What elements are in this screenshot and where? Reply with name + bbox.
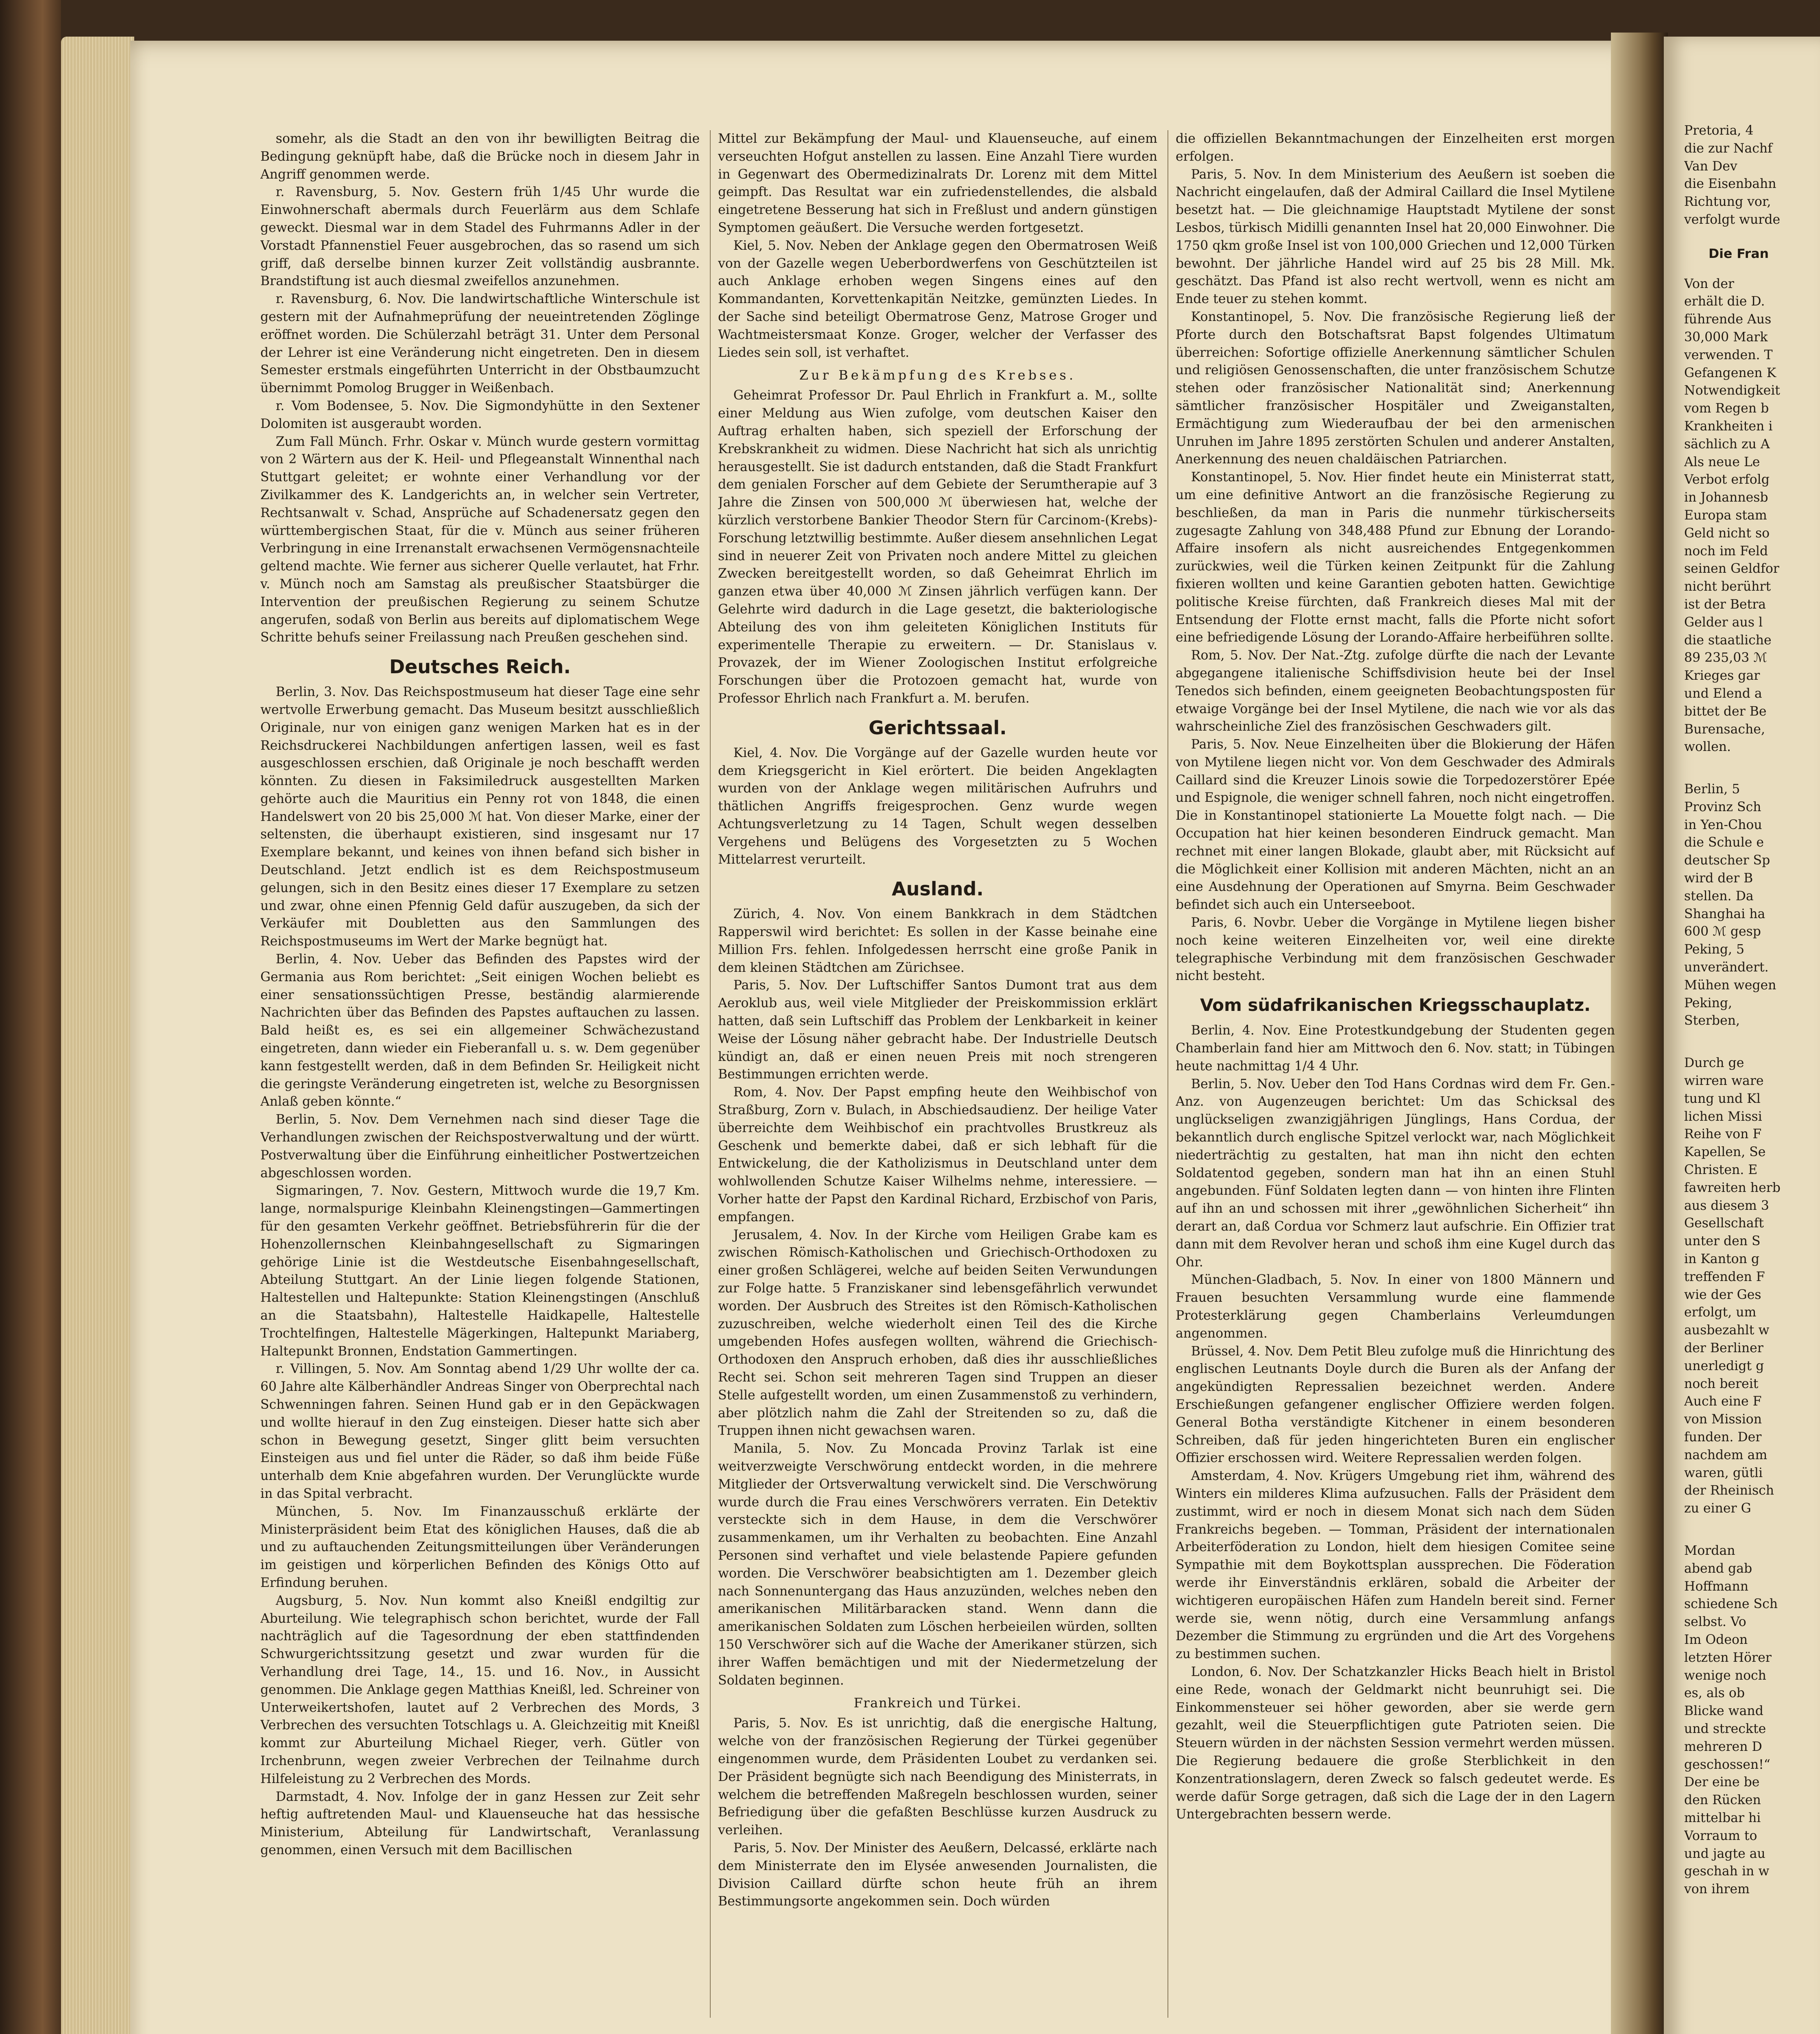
fragment-line: seinen Geldfor	[1684, 561, 1779, 576]
fragment-line: erfolgt, um	[1684, 1305, 1757, 1320]
fragment-line: nachdem am	[1684, 1447, 1768, 1462]
fragment-line: ist der Betra	[1684, 597, 1766, 612]
article-paragraph: Berlin, 4. Nov. Eine Protestkundgebung der Studenten gegen Chamberlain fand hier am Mittwoch den 6. Nov. statt; in Tübingen heute nachmittag 1/4 4 Uhr.	[1176, 1023, 1615, 1074]
article-paragraph: Kiel, 5. Nov. Neben der Anklage gegen den Obermatrosen Weiß von der Gazelle wegen Ueberbordwerfens von Geschützteilen ist auch Anklage erhoben wegen Singens eines auf den Kommandanten, Korvettenkapitän Neitzke, gemünzten Liedes. In der Sache sind beteiligt Obermatrose Genz, Matrose Groger und Wachtmeistersmaat Konze. Groger, welcher der Verfasser des Liedes sein soll, ist verhaftet.	[718, 238, 1157, 360]
article-paragraph: Paris, 5. Nov. Neue Einzelheiten über die Blokierung der Häfen von Mytilene liegen nicht vor. Von dem Geschwader des Admirals Caillard sind die Kreuzer Linois sowie die Torpedozerstörer Epée und Espignole, die weniger schnell fahren, noch nicht eingetroffen. Die in Konstantinopel stationierte La Mouette folgt nach. — Die Occupation hat hier keinen besonderen Eindruck gemacht. Man rechnet mit einer langen Blokade, glaubt aber, mit Rücksicht auf die Möglichkeit einer Kollision mit anderen Mächten, nicht an an eine Ausdehnung der Operationen auf Smyrna. Beim Geschwader befindet sich auch ein Unterseeboot.	[1176, 737, 1615, 912]
section-heading: Deutsches Reich.	[389, 656, 571, 678]
article-paragraph: Jerusalem, 4. Nov. In der Kirche vom Heiligen Grabe kam es zwischen Römisch-Katholischen und Griechisch-Orthodoxen zu einer großen Schlägerei, welche auf beiden Seiten Verwundungen zur Folge hatte. 5 Franziskaner sind lebensgefährlich verwundet worden. Der Ausbruch des Streites ist den Römisch-Katholischen zuzuschreiben, welche wiederholt einen Teil des die Kirche umgebenden Hofes ausfegen wollten, während die Griechisch-Orthodoxen den Anspruch erhoben, daß dies ihr ausschließliches Recht sei. Schon seit mehreren Tagen sind Truppen an dieser Stelle aufgestellt worden, um einen Zusammenstoß zu verhindern, aber plötzlich nahm die Zahl der Streitenden so zu, daß die Truppen ihnen nicht gewachsen waren.	[718, 1227, 1157, 1438]
article-paragraph: München-Gladbach, 5. Nov. In einer von 1800 Männern und Frauen besuchten Versammlung wurde eine flammende Protesterklärung gegen Chamberlains Verleumdungen angenommen.	[1176, 1272, 1615, 1341]
column-3	[1176, 130, 1615, 2026]
fragment-line: Als neue Le	[1684, 454, 1760, 469]
fragment-line: Auch eine F	[1684, 1394, 1762, 1409]
fragment-line: in Yen-Chou	[1684, 817, 1762, 832]
fragment-line: letzten Hörer	[1684, 1650, 1772, 1665]
fragment-line: ausbezahlt w	[1684, 1323, 1770, 1338]
fragment-line: Mühen wegen	[1684, 978, 1776, 993]
fragment-heading: Die Fran	[1709, 246, 1769, 261]
fragment-line: abend gab	[1684, 1561, 1752, 1576]
fragment-line: schiedene Sch	[1684, 1597, 1778, 1612]
fragment-line: Blicke wand	[1684, 1704, 1763, 1719]
fragment-line: zu einer G	[1684, 1501, 1751, 1516]
spacer	[1684, 756, 1818, 781]
fragment-line: noch bereit	[1684, 1376, 1759, 1391]
fragment-line: Berlin, 5	[1684, 782, 1740, 797]
fragment-line: es, als ob	[1684, 1686, 1745, 1701]
fragment-line: Shanghai ha	[1684, 906, 1765, 921]
fragment-line: in Johannesb	[1684, 490, 1768, 505]
fragment-line: Gelder aus l	[1684, 615, 1763, 630]
fragment-line: geschossen!“	[1684, 1757, 1770, 1772]
article-paragraph: Berlin, 5. Nov. Dem Vernehmen nach sind dieser Tage die Verhandlungen zwischen der Reichspostverwaltung und der württ. Postverwaltung über die Einführung einheitlicher Postwertzeichen abgeschlossen worden.	[260, 1112, 700, 1181]
fragment-line: führende Aus	[1684, 312, 1772, 327]
fragment-line: Krieges gar	[1684, 668, 1760, 683]
article-paragraph: Mittel zur Bekämpfung der Maul- und Klauenseuche, auf einem verseuchten Hofgut anstellen zu lassen. Eine Anzahl Tiere wurden in Gegenwart des Obermedizinalrats Dr. Lorenz mit dem Mittel geimpft. Das Resultat war ein zufriedenstellendes, die alsbald eingetretene Besserung hat sich in Freßlust und andern günstigen Symptomen geäußert. Die Versuche werden fortgesetzt.	[718, 131, 1157, 235]
article-paragraph: Geheimrat Professor Dr. Paul Ehrlich in Frankfurt a. M., sollte einer Meldung aus Wien zufolge, vom deutschen Kaiser den Auftrag erhalten haben, sich speziell der Erforschung der Krebskrankheit zu widmen. Diese Nachricht hat sich als unrichtig herausgestellt. Sie ist dadurch entstanden, daß die Stadt Frankfurt dem genialen Forscher auf dem Gebiete der Serumtherapie auf 3 Jahre die Zinsen von 500,000 ℳ überwiesen hat, welche der kürzlich verstorbene Bankier Theodor Stern für Carcinom-(Krebs)-Forschung letztwillig bestimmte. Außer diesem ansehnlichen Legat sind in neuerer Zeit von Privaten noch andere Mittel zu gleichen Zwecken bereitgestellt worden, so daß Geheimrat Ehrlich im ganzen etwa über 40,000 ℳ Zinsen jährlich verfügen kann. Der Gelehrte wird dadurch in die Lage gesetzt, die bakteriologische Abteilung des von ihm geleiteten Königlichen Instituts für experimentelle Therapie zu erweitern. — Dr. Stanislaus v. Provazek, der im Wiener Zoologischen Institut erfolgreiche Forschungen über die Protozoen gemacht hat, wurde von Professor Ehrlich nach Frankfurt a. M. berufen.	[718, 388, 1157, 706]
fragment-line: Sterben,	[1684, 1013, 1740, 1028]
fragment-line: tung und Kl	[1684, 1091, 1761, 1106]
fragment-line: die Schule e	[1684, 835, 1764, 850]
fragment-line: vom Regen b	[1684, 401, 1769, 416]
fragment-line: unverändert.	[1684, 960, 1769, 975]
article-paragraph: die offiziellen Bekanntmachungen der Einzelheiten erst morgen erfolgen.	[1176, 131, 1615, 164]
article-paragraph: Zum Fall Münch. Frhr. Oskar v. Münch wurde gestern vormittag von 2 Wärtern aus der K. Heil- und Pflegeanstalt Winnenthal nach Stuttgart geleitet; er wohnte einer Verhandlung vor der Zivilkammer des K. Landgerichts an, in welcher sein Vertreter, Rechtsanwalt v. Schad, Ansprüche auf Schadenersatz gegen den württembergischen Staat, für die v. Münch aus seiner früheren Verbringung in eine Irrenanstalt erwachsenen Vermögensnachteile geltend machte. Wie ferner aus sicherer Quelle verlautet, hat Frhr. v. Münch noch am Samstag als preußischer Staatsbürger die Intervention der preußischen Regierung zu seinem Schutze angerufen, sodaß von Berlin aus bereits auf diplomatischem Wege Schritte behufs seiner Freilassung nach Preußen geschehen sind.	[260, 434, 700, 645]
section-heading: Gerichtssaal.	[869, 716, 1007, 739]
fragment-line: von ihrem	[1684, 1882, 1750, 1897]
fragment-line: in Kanton g	[1684, 1252, 1760, 1267]
fragment-line: geschah in w	[1684, 1864, 1770, 1879]
fragment-line: wie der Ges	[1684, 1287, 1761, 1302]
fragment-line: Verbot erfolg	[1684, 472, 1770, 487]
fragment-line: wirren ware	[1684, 1074, 1764, 1089]
fragment-line: und Elend a	[1684, 686, 1762, 701]
fragment-line: waren, gütli	[1684, 1465, 1763, 1480]
article-paragraph: Paris, 5. Nov. Der Luftschiffer Santos Dumont trat aus dem Aeroklub aus, weil viele Mitglieder der Preiskommission erklärt hatten, daß sein Luftschiff das Problem der Lenkbarkeit in keiner Weise der Lösung näher gebracht habe. Der Industrielle Deutsch kündigt an, daß er einen neuen Preis mit noch strengeren Bestimmungen errichten werde.	[718, 978, 1157, 1082]
fragment-line: verfolgt wurde	[1684, 212, 1781, 227]
article-paragraph: Augsburg, 5. Nov. Nun kommt also Kneißl endgiltig zur Aburteilung. Wie telegraphisch schon berichtet, wurde der Fall nachträglich auf die Tagesordnung der eben stattfindenden Schwurgerichtssitzung gesetzt und zwar wurden für die Verhandlung drei Tage, 14., 15. und 16. Nov., in Aussicht genommen. Die Anklage gegen Matthias Kneißl, led. Schreiner von Unterweikertshofen, lautet auf 2 Verbrechen des Mords, 3 Verbrechen des versuchten Totschlags u. A. Gleichzeitig mit Kneißl kommt zur Aburteilung Michael Rieger, verh. Gütler von Irchenbrunn, wegen zweier Verbrechen der Teilnahme durch Hilfeleistung zu 2 Verbrechen des Mords.	[260, 1593, 700, 1786]
fragment-line: verwenden. T	[1684, 347, 1773, 362]
spacer	[1684, 1518, 1818, 1542]
fragment-line: Gefangenen K	[1684, 365, 1776, 380]
article-paragraph: Berlin, 5. Nov. Ueber den Tod Hans Cordnas wird dem Fr. Gen.-Anz. von Augenzeugen berichtet: Um das Schicksal des unglückseligen zwanzigjährigen Jünglings, Hans Cordua, der bekanntlich durch englische Spitzel verlockt war, nach Möglichkeit niederträchtig zu gestalten, hat man ihn nicht den echten Soldatentod gegeben, sondern man hat ihn an einen Stuhl angebunden. Fünf Soldaten legten dann — von hinten ihre Flinten auf ihn an und schossen mit ihrer „gewöhnlichen Sicherheit“ ihn derart an, daß Cordua vor Schmerz laut aufschrie. Ein Offizier trat dann mit dem Revolver heran und schoß ihm eine Kugel durch das Ohr.	[1176, 1076, 1615, 1270]
fragment-line: mehreren D	[1684, 1739, 1762, 1754]
article-paragraph: Berlin, 4. Nov. Ueber das Befinden des Papstes wird der Germania aus Rom berichtet: „Seit einigen Wochen beliebt es einer sensationssüchtigen Presse, beständig alarmierende Nachrichten über das Befinden des Papstes auftauchen zu lassen. Bald heißt es, es sei ein allgemeiner Schwächezustand eingetreten, dann wieder ein Fieberanfall u. s. w. Dem gegenüber kann festgestellt werden, daß in dem Befinden Sr. Heiligkeit nicht die geringste Veränderung eingetreten ist, welche zu Besorgnissen Anlaß geben könnte.“	[260, 952, 700, 1109]
fragment-line: Der eine be	[1684, 1775, 1760, 1790]
column-rule-1	[710, 130, 711, 2018]
column-2	[718, 130, 1157, 2026]
fragment-line: 89 235,03 ℳ	[1684, 650, 1768, 666]
fragment-line: lichen Missi	[1684, 1109, 1762, 1124]
spacer	[1684, 1030, 1818, 1054]
fragment-line: von Mission	[1684, 1412, 1762, 1427]
fragment-line: Vorraum to	[1684, 1828, 1757, 1843]
article-paragraph: Amsterdam, 4. Nov. Krügers Umgebung riet ihm, während des Winters ein milderes Klima aufzusuchen. Falls der Präsident dem zustimmt, wird er noch in diesem Monat sich nach dem Süden Frankreichs begeben. — Tomman, Präsident der internationalen Arbeiterföderation zu London, hielt dem hiesigen Comitee seine Sympathie mit dem Boykottsplan aussprechen. Die Föderation werde ihr Einverständnis erklären, sobald die Arbeiter der wichtigeren europäischen Häfen zum Handeln bereit sind. Ferner werde sie, wenn nötig, durch eine Versammlung anfangs Dezember die Stimmung zu ergründen und die Art des Vorgehens zu bestimmen suchen.	[1176, 1469, 1615, 1662]
article-paragraph: somehr, als die Stadt an den von ihr bewilligten Beitrag die Bedingung geknüpft habe, daß die Brücke noch in diesem Jahr in Angriff genommen werde.	[260, 131, 700, 182]
article-paragraph: Darmstadt, 4. Nov. Infolge der in ganz Hessen zur Zeit sehr heftig auftretenden Maul- und Klauenseuche hat das hessische Ministerium, Abteilung für Landwirtschaft, Veranlassung genommen, einen Versuch mit dem Bacillischen	[260, 1789, 700, 1857]
article-paragraph: Paris, 5. Nov. Es ist unrichtig, daß die energische Haltung, welche von der französischen Regierung der Türkei gegenüber eingenommen wurde, dem Präsidenten Loubet zu verdanken sei. Der Präsident begnügte sich nach Beendigung des Ministerrats, in welchem die betreffenden Maßregeln beschlossen wurden, seiner Befriedigung über die gefaßten Beschlüsse kurzen Ausdruck zu verleihen.	[718, 1716, 1157, 1838]
fragment-line: 30,000 Mark	[1684, 330, 1768, 345]
fragment-line: wird der B	[1684, 871, 1753, 886]
fragment-line: Pretoria, 4	[1684, 123, 1754, 138]
article-paragraph: Konstantinopel, 5. Nov. Hier findet heute ein Ministerrat statt, um eine definitive Antwort an die französische Regierung zu beschließen, da man in Paris die nunmehr türkischerseits zugesagte Zahlung von 348,488 Pfund zur Ebnung der Lorando-Affaire insofern als nicht ausreichendes Entgegenkommen zurückwies, weil die Türken keinen Zeitpunkt für die Zahlung fixieren wollten und keine Garantien geboten hatten. Gewichtige politische Kreise fürchten, daß Frankreich dieses Mal mit der Entsendung der Flotte ernst macht, falls die Pforte nicht sofort eine befriedigende Lösung der Lorando-Affaire herbeiführen sollte.	[1176, 470, 1615, 645]
fragment-line: Im Odeon	[1684, 1632, 1748, 1647]
article-paragraph: Paris, 6. Novbr. Ueber die Vorgänge in Mytilene liegen bisher noch keine weiteren Einzelheiten vor, weil eine direkte telegraphische Verbindung mit dem französischen Geschwader nicht besteht.	[1176, 915, 1615, 984]
fragment-line: Provinz Sch	[1684, 799, 1761, 814]
fragment-line: der Berliner	[1684, 1341, 1763, 1355]
fragment-line: deutscher Sp	[1684, 853, 1770, 868]
article-paragraph: Rom, 5. Nov. Der Nat.-Ztg. zufolge dürfte die nach der Levante abgegangene italienische Schiffsdivision heute bei der Insel Tenedos sich befinden, einem geeigneten Beobachtungsposten für etwaige Vorgänge bei der Insel Mytilene, die nach wie vor als das wahrscheinliche Ziel des französischen Geschwaders gilt.	[1176, 648, 1615, 734]
article-paragraph: Kiel, 4. Nov. Die Vorgänge auf der Gazelle wurden heute vor dem Kriegsgericht in Kiel erörtert. Die beiden Angeklagten wurden von der Anklage wegen militärischen Aufruhrs und thätlichen Angriffs freigesprochen. Genz wurde wegen Achtungsverletzung zu 14 Tagen, Schult wegen desselben Vergehens und Belügens des Vorgesetzten zu 5 Wochen Mittelarrest verurteilt.	[718, 745, 1157, 867]
sub-heading: Frankreich und Türkei.	[853, 1695, 1022, 1711]
fragment-line: die Eisenbahn	[1684, 177, 1776, 192]
book-gutter	[1611, 33, 1668, 2034]
fragment-line: Europa stam	[1684, 508, 1767, 523]
fragment-line: Reihe von F	[1684, 1127, 1762, 1142]
article-paragraph: Manila, 5. Nov. Zu Moncada Provinz Tarlak ist eine weitverzweigte Verschwörung entdeckt worden, in die mehrere Mitglieder der Ortsverwaltung verwickelt sind. Die Verschwörung wurde durch die Frau eines Verschwörers verraten. Ein Detektiv versteckte sich in dem Hause, in dem die Verschwörer zusammenkamen, um ihr Verhalten zu beobachten. Eine Anzahl Personen sind verhaftet und viele belastende Papiere gefunden worden. Die Verschwörer beabsichtigten am 1. Dezember gleich nach Sonnenuntergang das Haus anzuzünden, welches neben den amerikanischen Militärbaracken stand. Wenn dann die amerikanischen Soldaten zum Löschen herbeieilen würden, sollten 150 Verschwörer sich auf die Wache der Amerikaner stürzen, sich ihrer Waffen bemächtigen und mit der Niedermetzelung der Soldaten beginnen.	[718, 1441, 1157, 1688]
fragment-line: die staatliche	[1684, 633, 1772, 648]
fragment-line: noch im Feld	[1684, 543, 1768, 559]
fragment-line: sächlich zu A	[1684, 436, 1770, 452]
article-paragraph: Paris, 5. Nov. In dem Ministerium des Aeußern ist soeben die Nachricht eingelaufen, daß der Admiral Caillard die Insel Mytilene besetzt hat. — Die gleichnamige Hauptstadt Mytilene der sonst Lesbos, türkisch Midilli genannten Insel hat 20,000 Einwohner. Die 1750 qkm große Insel ist von 100,000 Griechen und 12,000 Türken bewohnt. Der jährliche Handel wird auf 25 bis 28 Mill. Mk. geschätzt. Das Pfand ist also recht wertvoll, wenn es nicht am Ende teuer zu stehen kommt.	[1176, 167, 1615, 307]
fragment-line: Peking,	[1684, 995, 1733, 1010]
facing-page-column-fragment	[1684, 122, 1818, 2034]
fragment-line: unerledigt g	[1684, 1358, 1764, 1373]
fragment-line: nicht berührt	[1684, 579, 1771, 594]
fragment-line: 600 ℳ gesp	[1684, 924, 1761, 939]
sub-heading: Zur Bekämpfung des Krebses.	[799, 367, 1076, 383]
column-1	[260, 130, 700, 2026]
article-paragraph: Paris, 5. Nov. Der Minister des Aeußern, Delcassé, erklärte nach dem Ministerrate den im Elysée anwesenden Journalisten, die Division Caillard dürfte schon heute früh an ihrem Bestimmungsorte angekommen sein. Doch würden	[718, 1840, 1157, 1909]
article-paragraph: r. Villingen, 5. Nov. Am Sonntag abend 1/29 Uhr wollte der ca. 60 Jahre alte Kälberhändler Andreas Singer von Oberprechtal nach Schwenningen fahren. Seinen Hund gab er in den Gepäckwagen und wollte hierauf in den Zug einsteigen. Dieser hatte sich aber schon in Bewegung gesetzt, Singer glitt beim versuchten Einsteigen aus und fiel unter die Räder, so daß ihm beide Füße unterhalb dem Knie abgefahren wurden. Der Verunglückte wurde in das Spital verbracht.	[260, 1362, 700, 1501]
fragment-line: Burensache,	[1684, 722, 1765, 737]
fragment-line: wenige noch	[1684, 1668, 1766, 1683]
fragment-line: wollen.	[1684, 740, 1731, 755]
fragment-line: stellen. Da	[1684, 888, 1754, 904]
book-spine-left	[0, 0, 61, 2034]
article-paragraph: r. Vom Bodensee, 5. Nov. Die Sigmondyhütte in den Sextener Dolomiten ist ausgeraubt worden.	[260, 398, 700, 431]
article-paragraph: Rom, 4. Nov. Der Papst empfing heute den Weihbischof von Straßburg, Zorn v. Bulach, in Abschiedsaudienz. Der heilige Vater überreichte dem Weihbischof ein prachtvolles Brustkreuz als Geschenk und bemerkte dabei, daß er sich lebhaft für die Entwickelung, die der Katholizismus in Deutschland unter dem wohlwollenden Schutze Kaiser Wilhelms nehme, interessiere. — Vorher hatte der Papst den Kardinal Richard, Erzbischof von Paris, empfangen.	[718, 1085, 1157, 1224]
fragment-line: Richtung vor,	[1684, 194, 1771, 210]
fragment-line: Peking, 5	[1684, 942, 1745, 957]
fragment-line: Von der	[1684, 276, 1734, 291]
section-heading: Ausland.	[892, 878, 984, 900]
fragment-line: unter den S	[1684, 1234, 1761, 1249]
article-paragraph: Zürich, 4. Nov. Von einem Bankkrach in dem Städtchen Rapperswil wird berichtet: Es sollen in der Kasse beinahe eine Million Frs. fehlen. Infolgedessen herrscht eine große Panik in dem kleinen Städtchen am Zürichsee.	[718, 907, 1157, 975]
fragment-line: fawreiten herb	[1684, 1180, 1781, 1195]
fragment-line: funden. Der	[1684, 1429, 1762, 1445]
fragment-line: mittelbar hi	[1684, 1810, 1761, 1825]
fragment-line: treffenden F	[1684, 1269, 1765, 1284]
fragment-line: Mordan	[1684, 1543, 1735, 1558]
fragment-line: Geld nicht so	[1684, 526, 1770, 541]
article-paragraph: Brüssel, 4. Nov. Dem Petit Bleu zufolge muß die Hinrichtung des englischen Leutnants Doyle durch die Buren als der Anfang der angekündigten Repressalien bezeichnet werden. Andere Erschießungen gefangener englischer Offiziere werden folgen. General Botha verständigte Kitchener in einem besonderen Schreiben, daß für jeden hingerichteten Buren ein englischer Offizier erschossen wird. Weitere Repressalien werden folgen.	[1176, 1344, 1615, 1466]
section-heading: Vom südafrikanischen Kriegsschauplatz.	[1200, 995, 1591, 1015]
fragment-line: bittet der Be	[1684, 704, 1767, 719]
article-paragraph: Berlin, 3. Nov. Das Reichspostmuseum hat dieser Tage eine sehr wertvolle Erwerbung gemacht. Das Museum besitzt ausschließlich Originale, nur von einigen ganz wenigen Marken hat es in der Reichsdruckerei Nachbildungen anfertigen lassen, weil es fast ausgeschlossen erschien, daß Originale je noch beschafft werden könnten. Zu diesen in Faksimiledruck ausgestellten Marken gehörte auch die Mauritius ein Penny rot von 1848, die einen Handelswert von 20 bis 25,000 ℳ hat. Von dieser Marke, einer der seltensten, die überhaupt existieren, sind insgesamt nur 17 Exemplare bekannt, und keines von ihnen befand sich bisher in Deutschland. Jetzt endlich ist es dem Reichspostmuseum gelungen, sich in den Besitz eines dieser 17 Exemplare zu setzen und zwar, ohne einen Pfennig Geld dafür auszugeben, da sich der Verkäufer mit Doubletten aus den Sammlungen des Reichspostmuseums im Wert der Marke begnügt hat.	[260, 685, 700, 949]
article-paragraph: Konstantinopel, 5. Nov. Die französische Regierung ließ der Pforte durch den Botschaftsrat Bapst folgendes Ultimatum überreichen: Sofortige offizielle Anerkennung sämtlicher Schulen und religiösen Genossenschaften, die unter französischem Schutze stehen oder französischer Nationalität sind; Anerkennung sämtlicher französischer Hospitäler und Zweiganstalten, Ermächtigung zum Wiederaufbau der bei den armenischen Unruhen im Jahre 1895 zerstörten Schulen und anderer Anstalten, Anerkennung des neuen chaldäischen Patriarchen.	[1176, 309, 1615, 467]
article-paragraph: Sigmaringen, 7. Nov. Gestern, Mittwoch wurde die 19,7 Km. lange, normalspurige Kleinbahn Kleinengstingen—Gammertingen für den gesamten Verkehr geöffnet. Betriebsführerin für die der Hohenzollernschen Kleinbahngesellschaft zu Sigmaringen gehörige Linie ist die Westdeutsche Eisenbahngesellschaft, Abteilung Stuttgart. An der Linie liegen folgende Stationen, Haltestellen und Haltepunkte: Station Kleinengstingen (Anschluß an die Staatsbahn), Haltestelle Haidkapelle, Haltestelle Trochtelfingen, Haltestelle Mägerkingen, Haltepunkt Mariaberg, Haltepunkt Bronnen, Endstation Gammertingen.	[260, 1183, 700, 1359]
fragment-line: Christen. E	[1684, 1163, 1758, 1178]
page-edges	[61, 37, 134, 2034]
fragment-line: und streckte	[1684, 1721, 1766, 1736]
fragment-line: Krankheiten i	[1684, 419, 1773, 434]
article-paragraph: r. Ravensburg, 5. Nov. Gestern früh 1/45 Uhr wurde die Einwohnerschaft abermals durch Feuerlärm aus dem Schlafe geweckt. Diesmal war in dem Stadel des Fuhrmanns Adler in der Vorstadt Pfannenstiel Feuer ausgebrochen, das so rasend um sich griff, daß derselbe binnen kurzer Zeit vollständig ausbrannte. Brandstiftung ist auch diesmal zweifellos anzunehmen.	[260, 185, 700, 289]
fragment-line: und jagte au	[1684, 1846, 1765, 1861]
article-paragraph: London, 6. Nov. Der Schatzkanzler Hicks Beach hielt in Bristol eine Rede, wonach der Geldmarkt nicht beunruhigt sei. Die Einkommensteuer sei höher geworden, aber sie werde gern gezahlt, weil die Steuerpflichtigen gute Patrioten seien. Die Steuern würden in der nächsten Session vermehrt werden müssen. Die Regierung bedauere die große Sterblichkeit in den Konzentrationslagern, deren Zweck so falsch gedeutet werde. Es werde dafür Sorge getragen, daß sich die Lage der in den Lagern Untergebrachten bessern werde.	[1176, 1664, 1615, 1822]
fragment-line: den Rücken	[1684, 1793, 1761, 1808]
fragment-line: aus diesem 3	[1684, 1198, 1769, 1213]
article-paragraph: München, 5. Nov. Im Finanzausschuß erklärte der Ministerpräsident beim Etat des königlichen Hauses, daß die ab und zu auftauchenden Zeitungsmitteilungen über Veränderungen im geistigen und körperlichen Befinden des Königs Otto auf Erfindung beruhen.	[260, 1504, 700, 1590]
fragment-line: Gesellschaft	[1684, 1216, 1764, 1231]
fragment-line: selbst. Vo	[1684, 1615, 1746, 1630]
fragment-line: die zur Nachf	[1684, 141, 1772, 156]
fragment-line: Van Dev	[1684, 159, 1737, 174]
fragment-line: Notwendigkeit	[1684, 383, 1780, 398]
fragment-line: erhält die D.	[1684, 294, 1765, 309]
fragment-line: der Rheinisch	[1684, 1483, 1774, 1498]
fragment-line: Durch ge	[1684, 1056, 1744, 1071]
fragment-line: Hoffmann	[1684, 1579, 1749, 1594]
fragment-line: Kapellen, Se	[1684, 1145, 1766, 1160]
article-paragraph: r. Ravensburg, 6. Nov. Die landwirtschaftliche Winterschule ist gestern mit der Aufnahmeprüfung der neueintretenden Zöglinge eröffnet worden. Die Schülerzahl beträgt 31. Unter dem Personal der Lehrer ist eine Veränderung nicht eingetreten. Den in diesem Semester erstmals eingeführten Unterricht in der Obstbaumzucht übernimmt Pomolog Brugger in Weißenbach.	[260, 292, 700, 396]
